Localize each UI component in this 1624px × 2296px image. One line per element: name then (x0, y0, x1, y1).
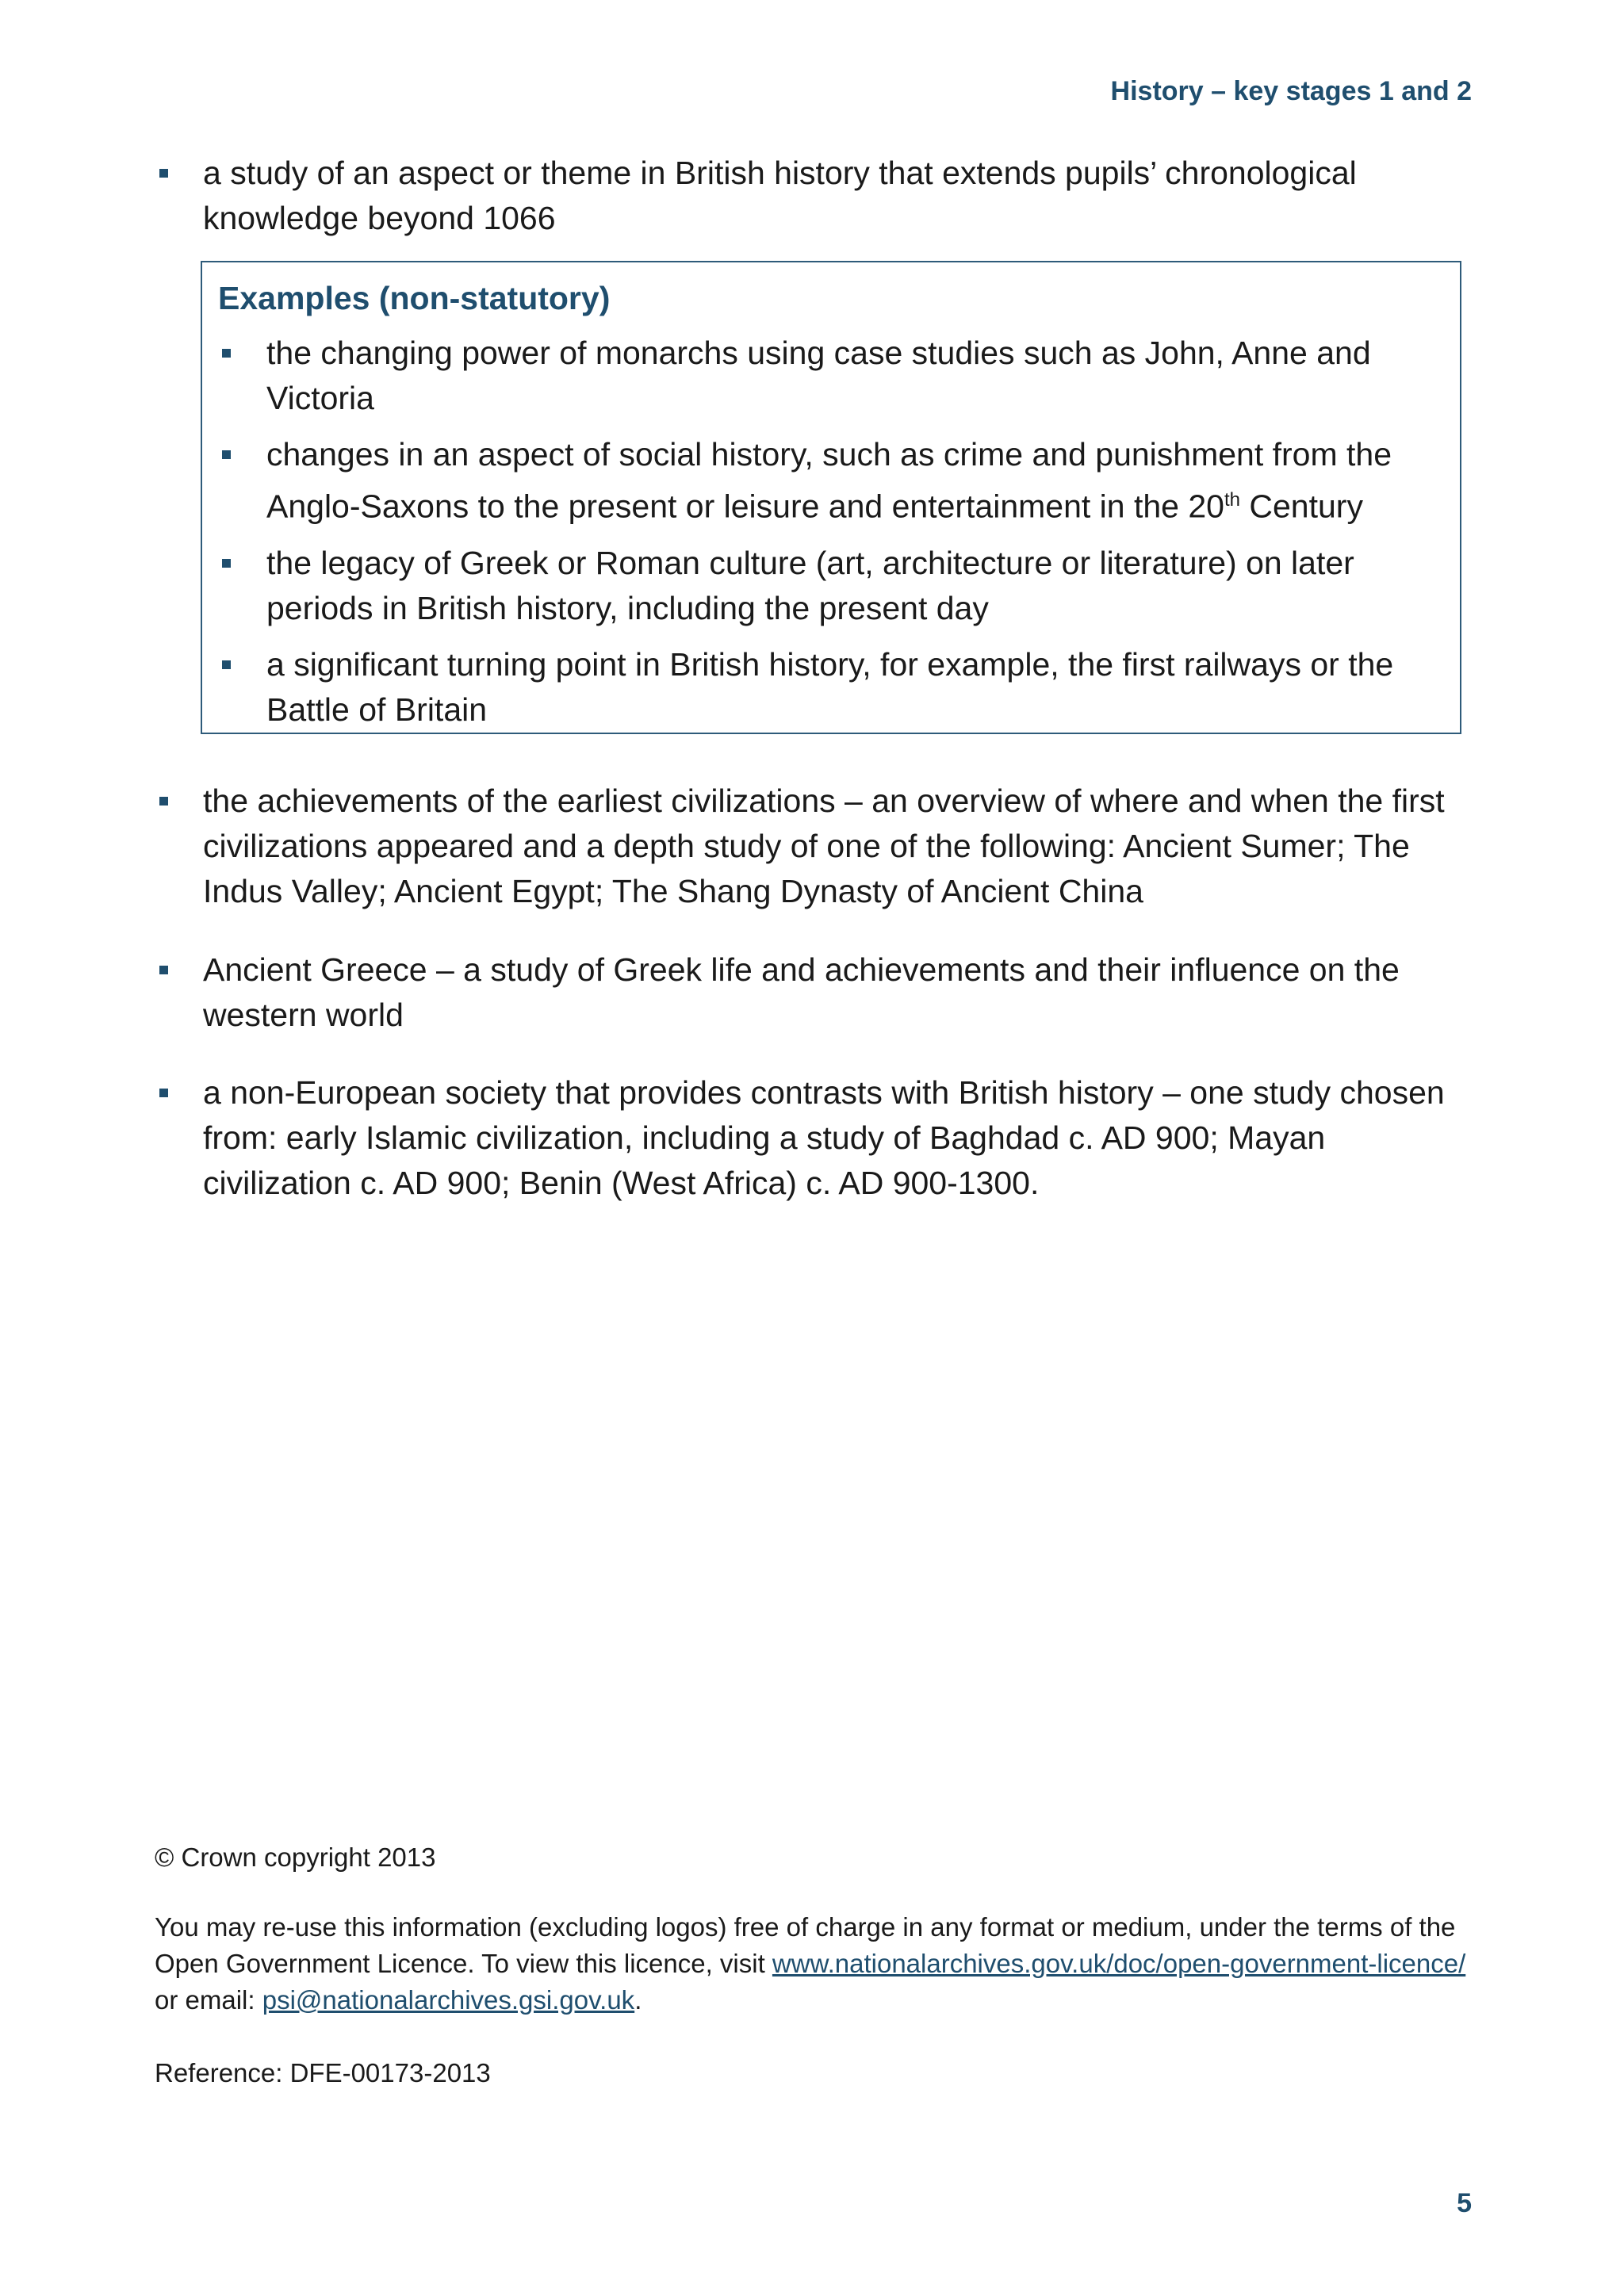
example-item (266, 541, 1448, 631)
square-bullet-icon (159, 797, 168, 806)
square-bullet-icon (159, 966, 168, 974)
example-item (266, 432, 1448, 530)
email-end: . (634, 1985, 642, 2015)
reference-number: Reference: DFE-00173-2013 (155, 2058, 491, 2087)
bullet-item-ancient-greece (203, 947, 1472, 1038)
example-item (266, 642, 1448, 733)
square-bullet-icon (159, 169, 168, 178)
licence-paragraph (155, 1909, 1487, 2019)
bullet-item-british-theme (203, 151, 1472, 241)
example-text: the legacy of Greek or Roman culture (art, architecture or literature) on later periods in British history, including the present day (266, 544, 1354, 626)
bullet-text: Ancient Greece – a study of Greek life and achievements and their influence on the western world (203, 951, 1400, 1033)
example-text: the changing power of monarchs using case studies such as John, Anne and Victoria (266, 335, 1371, 416)
example-item (266, 331, 1448, 421)
bullet-item-earliest-civilizations (203, 779, 1472, 914)
examples-list (266, 331, 1448, 744)
licence-link[interactable]: www.nationalarchives.gov.uk/doc/open-government-licence/ (772, 1949, 1466, 1978)
email-link[interactable]: psi@nationalarchives.gsi.gov.uk (262, 1985, 635, 2015)
square-bullet-icon (222, 660, 231, 669)
bullet-text: the achievements of the earliest civilizations – an overview of where and when the first civilizations appeared and a depth study of one of the following: Ancient Sumer; The Indus Valley; Ancient Egypt; The Shang Dynasty of Ancient China (203, 783, 1445, 909)
running-header: History – key stages 1 and 2 (1110, 76, 1472, 106)
example-text: a significant turning point in British history, for example, the first railways or the Battle of Britain (266, 645, 1394, 728)
example-text: changes in an aspect of social history, such as crime and punishment from the Anglo-Saxons to the present or leisure and entertainment in the 20 (266, 436, 1392, 525)
square-bullet-icon (222, 559, 231, 568)
superscript-th: th (1224, 489, 1240, 511)
page-number: 5 (1457, 2188, 1472, 2218)
email-text: or email: (155, 1985, 262, 2015)
example-text-tail: Century (1240, 488, 1363, 525)
square-bullet-icon (159, 1089, 168, 1097)
licence-text: You may re-use this information (excluding logos) free of charge in any format or medium, under the terms of the Open Government Licence. To view this licence, visit (155, 1912, 1456, 1978)
examples-title: Examples (non-statutory) (218, 280, 611, 316)
examples-box (201, 261, 1461, 734)
bullet-text: a study of an aspect or theme in British history that extends pupils’ chronological knowledge beyond 1066 (203, 155, 1357, 236)
copyright-notice: © Crown copyright 2013 (155, 1843, 436, 1872)
square-bullet-icon (222, 450, 231, 459)
bullet-item-non-european-society (203, 1070, 1472, 1206)
bullet-text: a non-European society that provides contrasts with British history – one study chosen from: early Islamic civilization, including a study of Baghdad c. AD 900; Mayan civilization c. AD 900; Benin (West Africa) c. AD 900-1300. (203, 1074, 1445, 1201)
square-bullet-icon (222, 349, 231, 358)
